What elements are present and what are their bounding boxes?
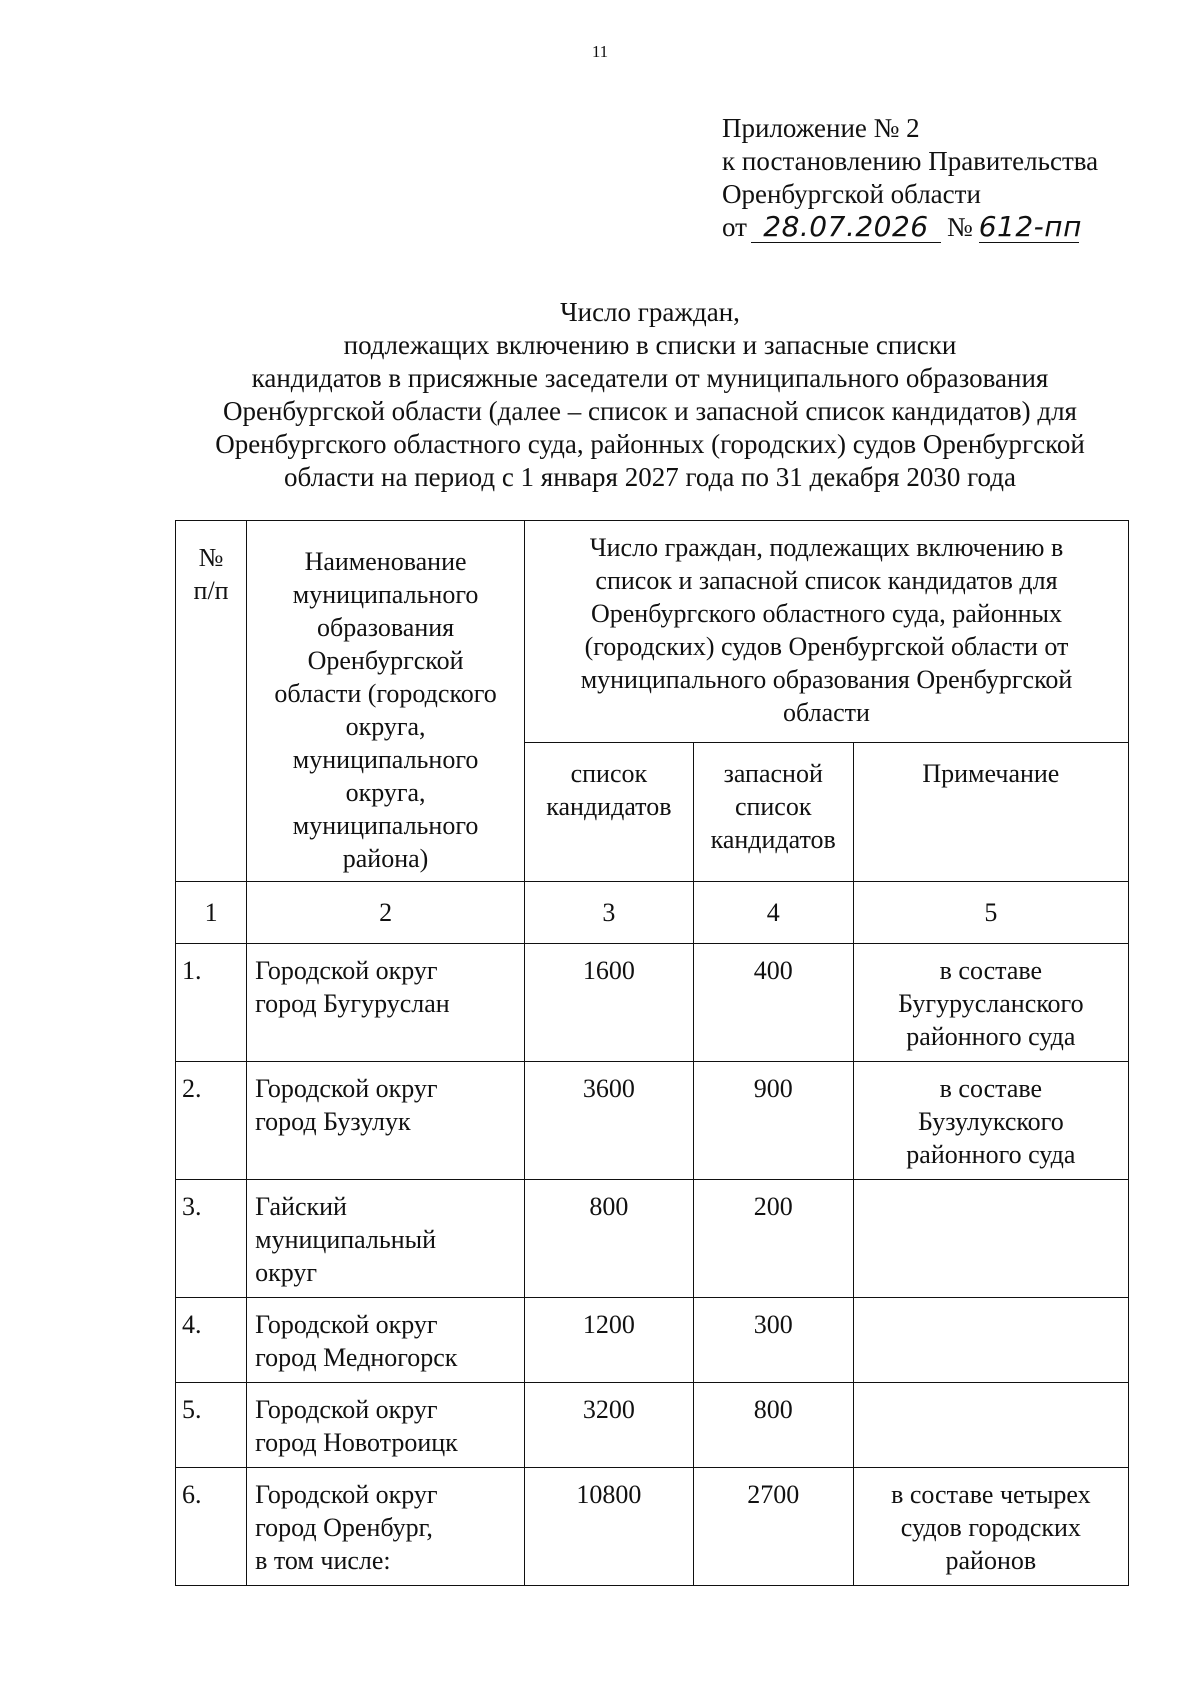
- title-line: области на период с 1 января 2027 года по 31 декабря 2030 года: [284, 462, 1016, 492]
- header-municipality-col: Наименование муниципального образования Оренбургской области (городского округа, муниципального округа, муниципального района): [247, 521, 525, 882]
- reserve-list-count: 400: [693, 944, 853, 1062]
- column-number: 5: [853, 882, 1128, 944]
- row-number: 1.: [176, 944, 247, 1062]
- candidate-list-count: 3600: [525, 1062, 694, 1180]
- table-row: [176, 1062, 1129, 1180]
- appendix-title: Приложение № 2: [722, 113, 920, 143]
- candidate-list-count: 1600: [525, 944, 694, 1062]
- row-number: 6.: [176, 1468, 247, 1586]
- municipality-name: Городской округ город Медногорск: [247, 1298, 525, 1383]
- column-number: 3: [525, 882, 694, 944]
- municipality-name: Городской округ город Оренбург, в том числе:: [247, 1468, 525, 1586]
- table-row: [176, 1383, 1129, 1468]
- note: в составе Бугурусланского районного суда: [853, 944, 1128, 1062]
- note: [853, 1180, 1128, 1298]
- appendix-block: [722, 112, 1162, 244]
- municipality-name: Городской округ город Бугуруслан: [247, 944, 525, 1062]
- table-row: [176, 1468, 1129, 1586]
- reserve-list-count: 800: [693, 1383, 853, 1468]
- header-number-col: № п/п: [176, 521, 247, 882]
- candidate-list-count: 1200: [525, 1298, 694, 1383]
- document-title: [120, 296, 1180, 494]
- row-number: 5.: [176, 1383, 247, 1468]
- candidates-table: [175, 520, 1129, 1586]
- table-row: [176, 944, 1129, 1062]
- header-note: Примечание: [853, 743, 1128, 882]
- note: [853, 1383, 1128, 1468]
- title-line: кандидатов в присяжные заседатели от муниципального образования: [251, 363, 1049, 393]
- title-line: Оренбургской области (далее – список и запасной список кандидатов) для: [223, 396, 1077, 426]
- note: [853, 1298, 1128, 1383]
- header-candidate-list: список кандидатов: [525, 743, 694, 882]
- reserve-list-count: 900: [693, 1062, 853, 1180]
- appendix-region: Оренбургской области: [722, 179, 981, 209]
- column-number: 2: [247, 882, 525, 944]
- reserve-list-count: 2700: [693, 1468, 853, 1586]
- row-number: 3.: [176, 1180, 247, 1298]
- candidate-list-count: 3200: [525, 1383, 694, 1468]
- municipality-name: Городской округ город Новотроицк: [247, 1383, 525, 1468]
- note: в составе Бузулукского районного суда: [853, 1062, 1128, 1180]
- page-number: 11: [591, 42, 609, 61]
- table-header-row: [176, 521, 1129, 743]
- column-number: 4: [693, 882, 853, 944]
- municipality-name: Городской округ город Бузулук: [247, 1062, 525, 1180]
- table-row: [176, 1180, 1129, 1298]
- reserve-list-count: 200: [693, 1180, 853, 1298]
- handwritten-date: 28.07.2026: [751, 212, 941, 243]
- header-citizens-group: Число граждан, подлежащих включению в список и запасной список кандидатов для Оренбургского областного суда, районных (городских) судов Оренбургской области от муниципального образования Оренбургской области: [525, 521, 1129, 743]
- row-number: 2.: [176, 1062, 247, 1180]
- row-number: 4.: [176, 1298, 247, 1383]
- note: в составе четырех судов городских районов: [853, 1468, 1128, 1586]
- table-row: [176, 1298, 1129, 1383]
- title-line: Оренбургского областного суда, районных (городских) судов Оренбургской: [215, 429, 1085, 459]
- title-line: подлежащих включению в списки и запасные списки: [343, 330, 957, 360]
- column-number-row: [176, 882, 1129, 944]
- candidate-list-count: 800: [525, 1180, 694, 1298]
- column-number: 1: [176, 882, 247, 944]
- appendix-resolution-ref: к постановлению Правительства: [722, 146, 1099, 176]
- from-label: от: [722, 212, 747, 242]
- title-line: Число граждан,: [560, 297, 740, 327]
- reserve-list-count: 300: [693, 1298, 853, 1383]
- handwritten-number: 612-пп: [978, 210, 1082, 243]
- appendix-date-number: [722, 211, 1162, 244]
- municipality-name: Гайский муниципальный округ: [247, 1180, 525, 1298]
- number-label: №: [946, 212, 973, 242]
- candidate-list-count: 10800: [525, 1468, 694, 1586]
- header-reserve-list: запасной список кандидатов: [693, 743, 853, 882]
